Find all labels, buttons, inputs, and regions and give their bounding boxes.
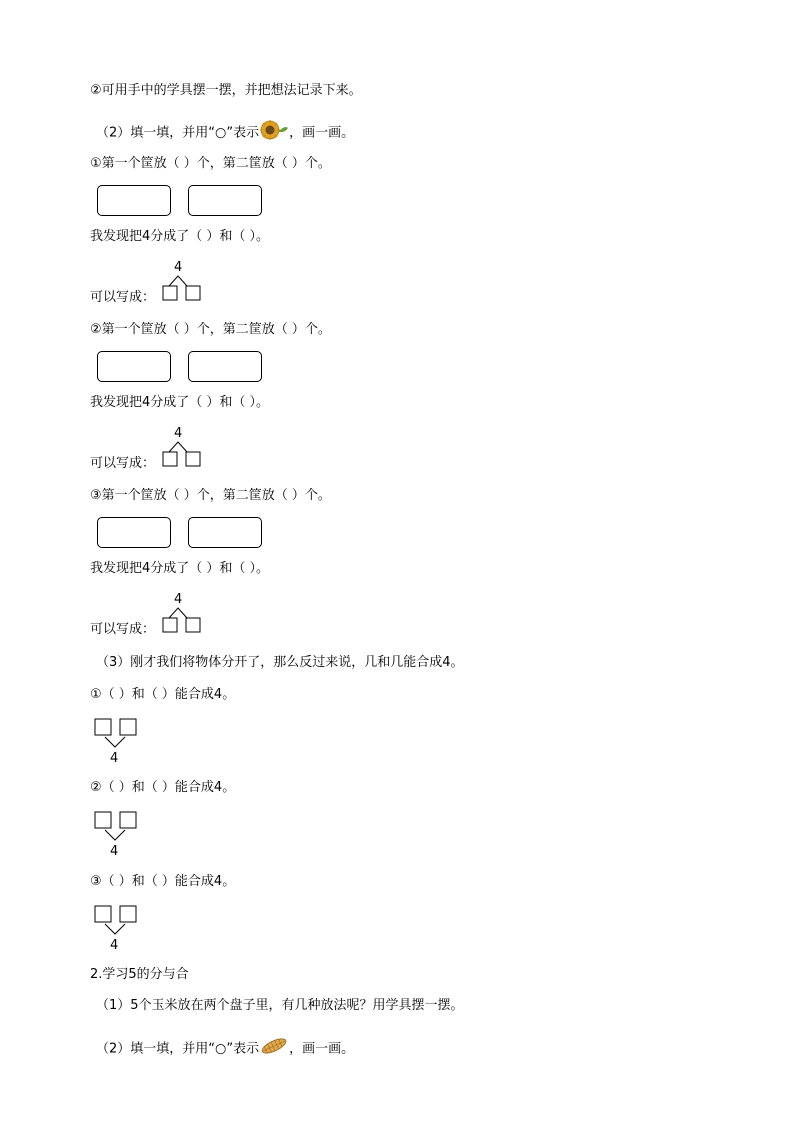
answer-box[interactable]: [120, 812, 136, 828]
finding-3: 我发现把4分成了（ ）和（ ）。: [90, 561, 270, 576]
instruction-text-end: ，画一画。: [289, 125, 355, 141]
write-as-label: 可以写成：: [90, 622, 156, 637]
answer-box[interactable]: [163, 286, 177, 300]
combine-diagram-3: [94, 905, 144, 955]
instruction-text-end: ，画一画。: [289, 1041, 355, 1057]
split-diagram-1: [155, 258, 205, 304]
answer-box[interactable]: [186, 452, 200, 466]
answer-box[interactable]: [186, 618, 200, 632]
combine-question-1: ①（ ）和（ ）能合成4。: [90, 687, 236, 702]
answer-box[interactable]: [120, 719, 136, 735]
corn-icon: [259, 1036, 289, 1062]
sunflower-icon: [259, 119, 289, 147]
write-as-label: 可以写成：: [90, 290, 156, 305]
basket-2: [188, 185, 262, 216]
fill-draw-instruction: [96, 119, 354, 147]
answer-box[interactable]: [163, 452, 177, 466]
question-1: ①第一个筐放（ ）个，第二筐放（ ）个。: [90, 156, 331, 171]
combine-question-2: ②（ ）和（ ）能合成4。: [90, 780, 236, 795]
split-diagram-2: [155, 424, 205, 470]
basket-2: [188, 517, 262, 548]
combine-number: 4: [110, 938, 119, 953]
answer-box[interactable]: [163, 618, 177, 632]
instruction-text: （2）填一填，并用“○”表示: [96, 1041, 260, 1057]
section-2-part-1: （1）5个玉米放在两个盘子里，有几种放法呢？用学具摆一摆。: [96, 998, 464, 1013]
combine-number: 4: [110, 751, 119, 766]
question-2: ②第一个筐放（ ）个，第二筐放（ ）个。: [90, 322, 331, 337]
section-heading: 2.学习5的分与合: [90, 967, 189, 982]
split-number: 4: [174, 260, 183, 275]
answer-box[interactable]: [120, 906, 136, 922]
combine-instruction: （3）刚才我们将物体分开了，那么反过来说，几和几能合成4。: [96, 655, 464, 670]
finding-1: 我发现把4分成了（ ）和（ ）。: [90, 229, 270, 244]
basket-2: [188, 351, 262, 382]
section-2-part-2: [96, 1036, 354, 1062]
instruction-text: （2）填一填，并用“○”表示: [96, 125, 260, 141]
answer-box[interactable]: [95, 812, 111, 828]
basket-1: [97, 351, 171, 382]
split-diagram-3: [155, 590, 205, 636]
combine-number: 4: [110, 844, 119, 859]
combine-diagram-1: [94, 718, 144, 768]
combine-diagram-2: [94, 811, 144, 861]
instruction-line: ②可用手中的学具摆一摆，并把想法记录下来。: [90, 83, 362, 98]
question-3: ③第一个筐放（ ）个，第二筐放（ ）个。: [90, 488, 331, 503]
basket-1: [97, 517, 171, 548]
write-as-label: 可以写成：: [90, 456, 156, 471]
split-number: 4: [174, 592, 183, 607]
split-number: 4: [174, 426, 183, 441]
combine-question-3: ③（ ）和（ ）能合成4。: [90, 874, 236, 889]
finding-2: 我发现把4分成了（ ）和（ ）。: [90, 395, 270, 410]
answer-box[interactable]: [186, 286, 200, 300]
basket-1: [97, 185, 171, 216]
answer-box[interactable]: [95, 906, 111, 922]
answer-box[interactable]: [95, 719, 111, 735]
